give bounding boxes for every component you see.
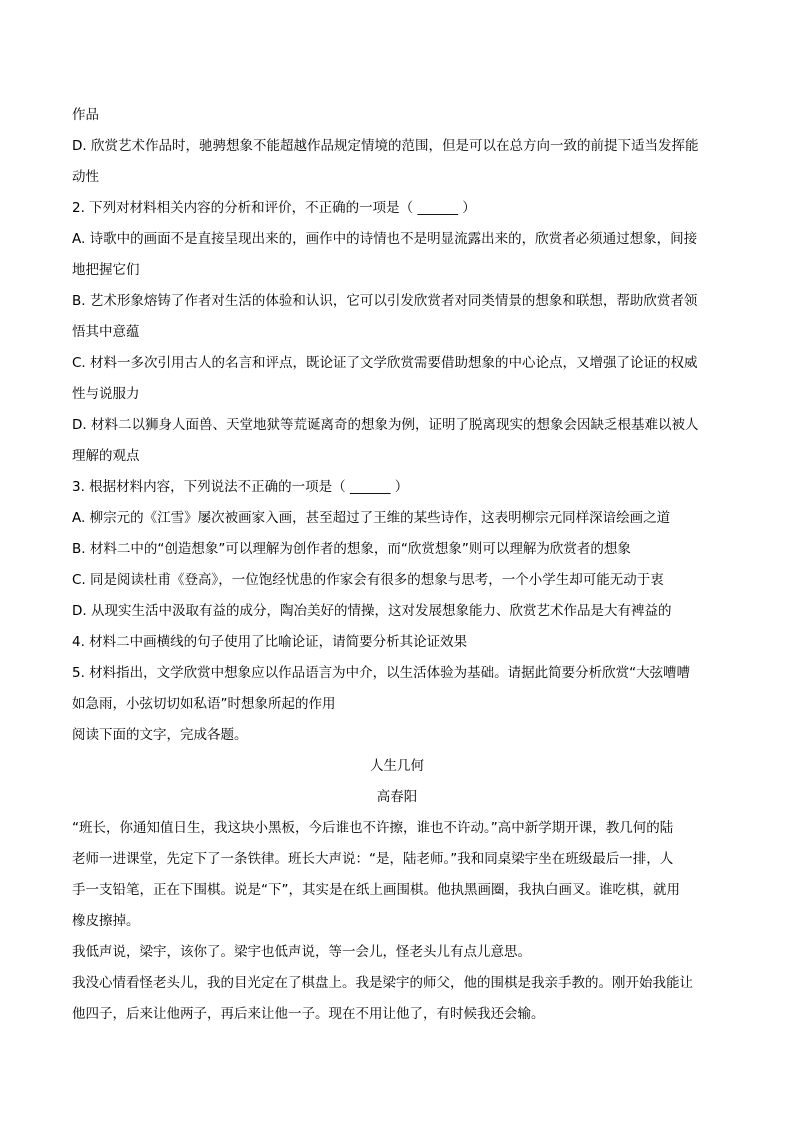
question-5: 5. 材料指出，文学欣赏中想象应以作品语言为中介，以生活体验为基础。请据此简要分析欣赏“大弦嘈嘈 <box>72 665 691 681</box>
question-3: 3. 根据材料内容，下列说法不正确的一项是（ ______ ） <box>72 479 409 495</box>
text-line: 悟其中意蕴 <box>72 324 140 340</box>
paragraph-line: 橡皮擦掉。 <box>72 913 140 929</box>
article-title: 人生几何 <box>370 758 424 774</box>
reading-instruction: 阅读下面的文字，完成各题。 <box>72 727 248 743</box>
paragraph-line: 老师一进课堂，先定下了一条铁律。班长大声说：“是，陆老师。”我和同桌梁宇坐在班级最后一排，人 <box>72 851 674 867</box>
text-line: 动性 <box>72 169 99 185</box>
paragraph-line: 手一支铅笔，正在下围棋。说是“下”，其实是在纸上画围棋。他执黑画圈，我执白画叉。谁吃棋，就用 <box>72 882 680 898</box>
page-content <box>72 100 722 1030</box>
option-b-text: B. 艺术形象熔铸了作者对生活的体验和认识，它可以引发欣赏者对同类情景的想象和联想，帮助欣赏者领 <box>72 293 698 309</box>
question-2: 2. 下列对材料相关内容的分析和评价，不正确的一项是（ ______ ） <box>72 200 476 216</box>
text-line: 地把握它们 <box>72 262 140 278</box>
question-4: 4. 材料二中画横线的句子使用了比喻论证，请简要分析其论证效果 <box>72 634 468 650</box>
text-line: 作品 <box>72 107 99 123</box>
option-a-text: A. 诗歌中的画面不是直接呈现出来的，画作中的诗情也不是明显流露出来的，欣赏者必须通过想象，间接 <box>72 231 698 247</box>
option-b-text: B. 材料二中的“创造想象”可以理解为创作者的想象，而“欣赏想象”则可以理解为欣赏者的想象 <box>72 541 631 557</box>
option-d-text: D. 欣赏艺术作品时，驰骋想象不能超越作品规定情境的范围，但是可以在总方向一致的前提下适当发挥能 <box>72 138 699 154</box>
paragraph-line: 他四子，后来让他两子，再后来让他一子。现在不用让他了，有时候我还会输。 <box>72 1006 545 1022</box>
paragraph-line: “班长，你通知值日生，我这块小黑板，今后谁也不许擦，谁也不许动。”高中新学期开课，教几何的陆 <box>72 820 674 836</box>
paragraph-line: 我低声说，梁宇，该你了。梁宇也低声说，等一会儿，怪老头儿有点儿意思。 <box>72 944 531 960</box>
option-d-text: D. 从现实生活中汲取有益的成分，陶冶美好的情操，这对发展想象能力、欣赏艺术作品是大有裨益的 <box>72 603 672 619</box>
option-a-text: A. 柳宗元的《江雪》屡次被画家入画，甚至超过了王维的某些诗作，这表明柳宗元同样深谙绘画之道 <box>72 510 671 526</box>
article-author: 高春阳 <box>376 789 418 805</box>
text-line: 理解的观点 <box>72 448 140 464</box>
text-line: 如急雨，小弦切切如私语”时想象所起的作用 <box>72 696 336 712</box>
paragraph-line: 我没心情看怪老头儿，我的目光定在了棋盘上。我是梁宇的师父，他的围棋是我亲手教的。刚开始我能让 <box>72 975 693 991</box>
text-line: 性与说服力 <box>72 386 140 402</box>
option-c-text: C. 材料一多次引用古人的名言和评点，既论证了文学欣赏需要借助想象的中心论点，又增强了论证的权威 <box>72 355 698 371</box>
option-d-text: D. 材料二以狮身人面兽、天堂地狱等荒诞离奇的想象为例，证明了脱离现实的想象会因缺乏根基难以被人 <box>72 417 699 433</box>
option-c-text: C. 同是阅读杜甫《登高》，一位饱经忧患的作家会有很多的想象与思考，一个小学生却可能无动于衷 <box>72 572 664 588</box>
